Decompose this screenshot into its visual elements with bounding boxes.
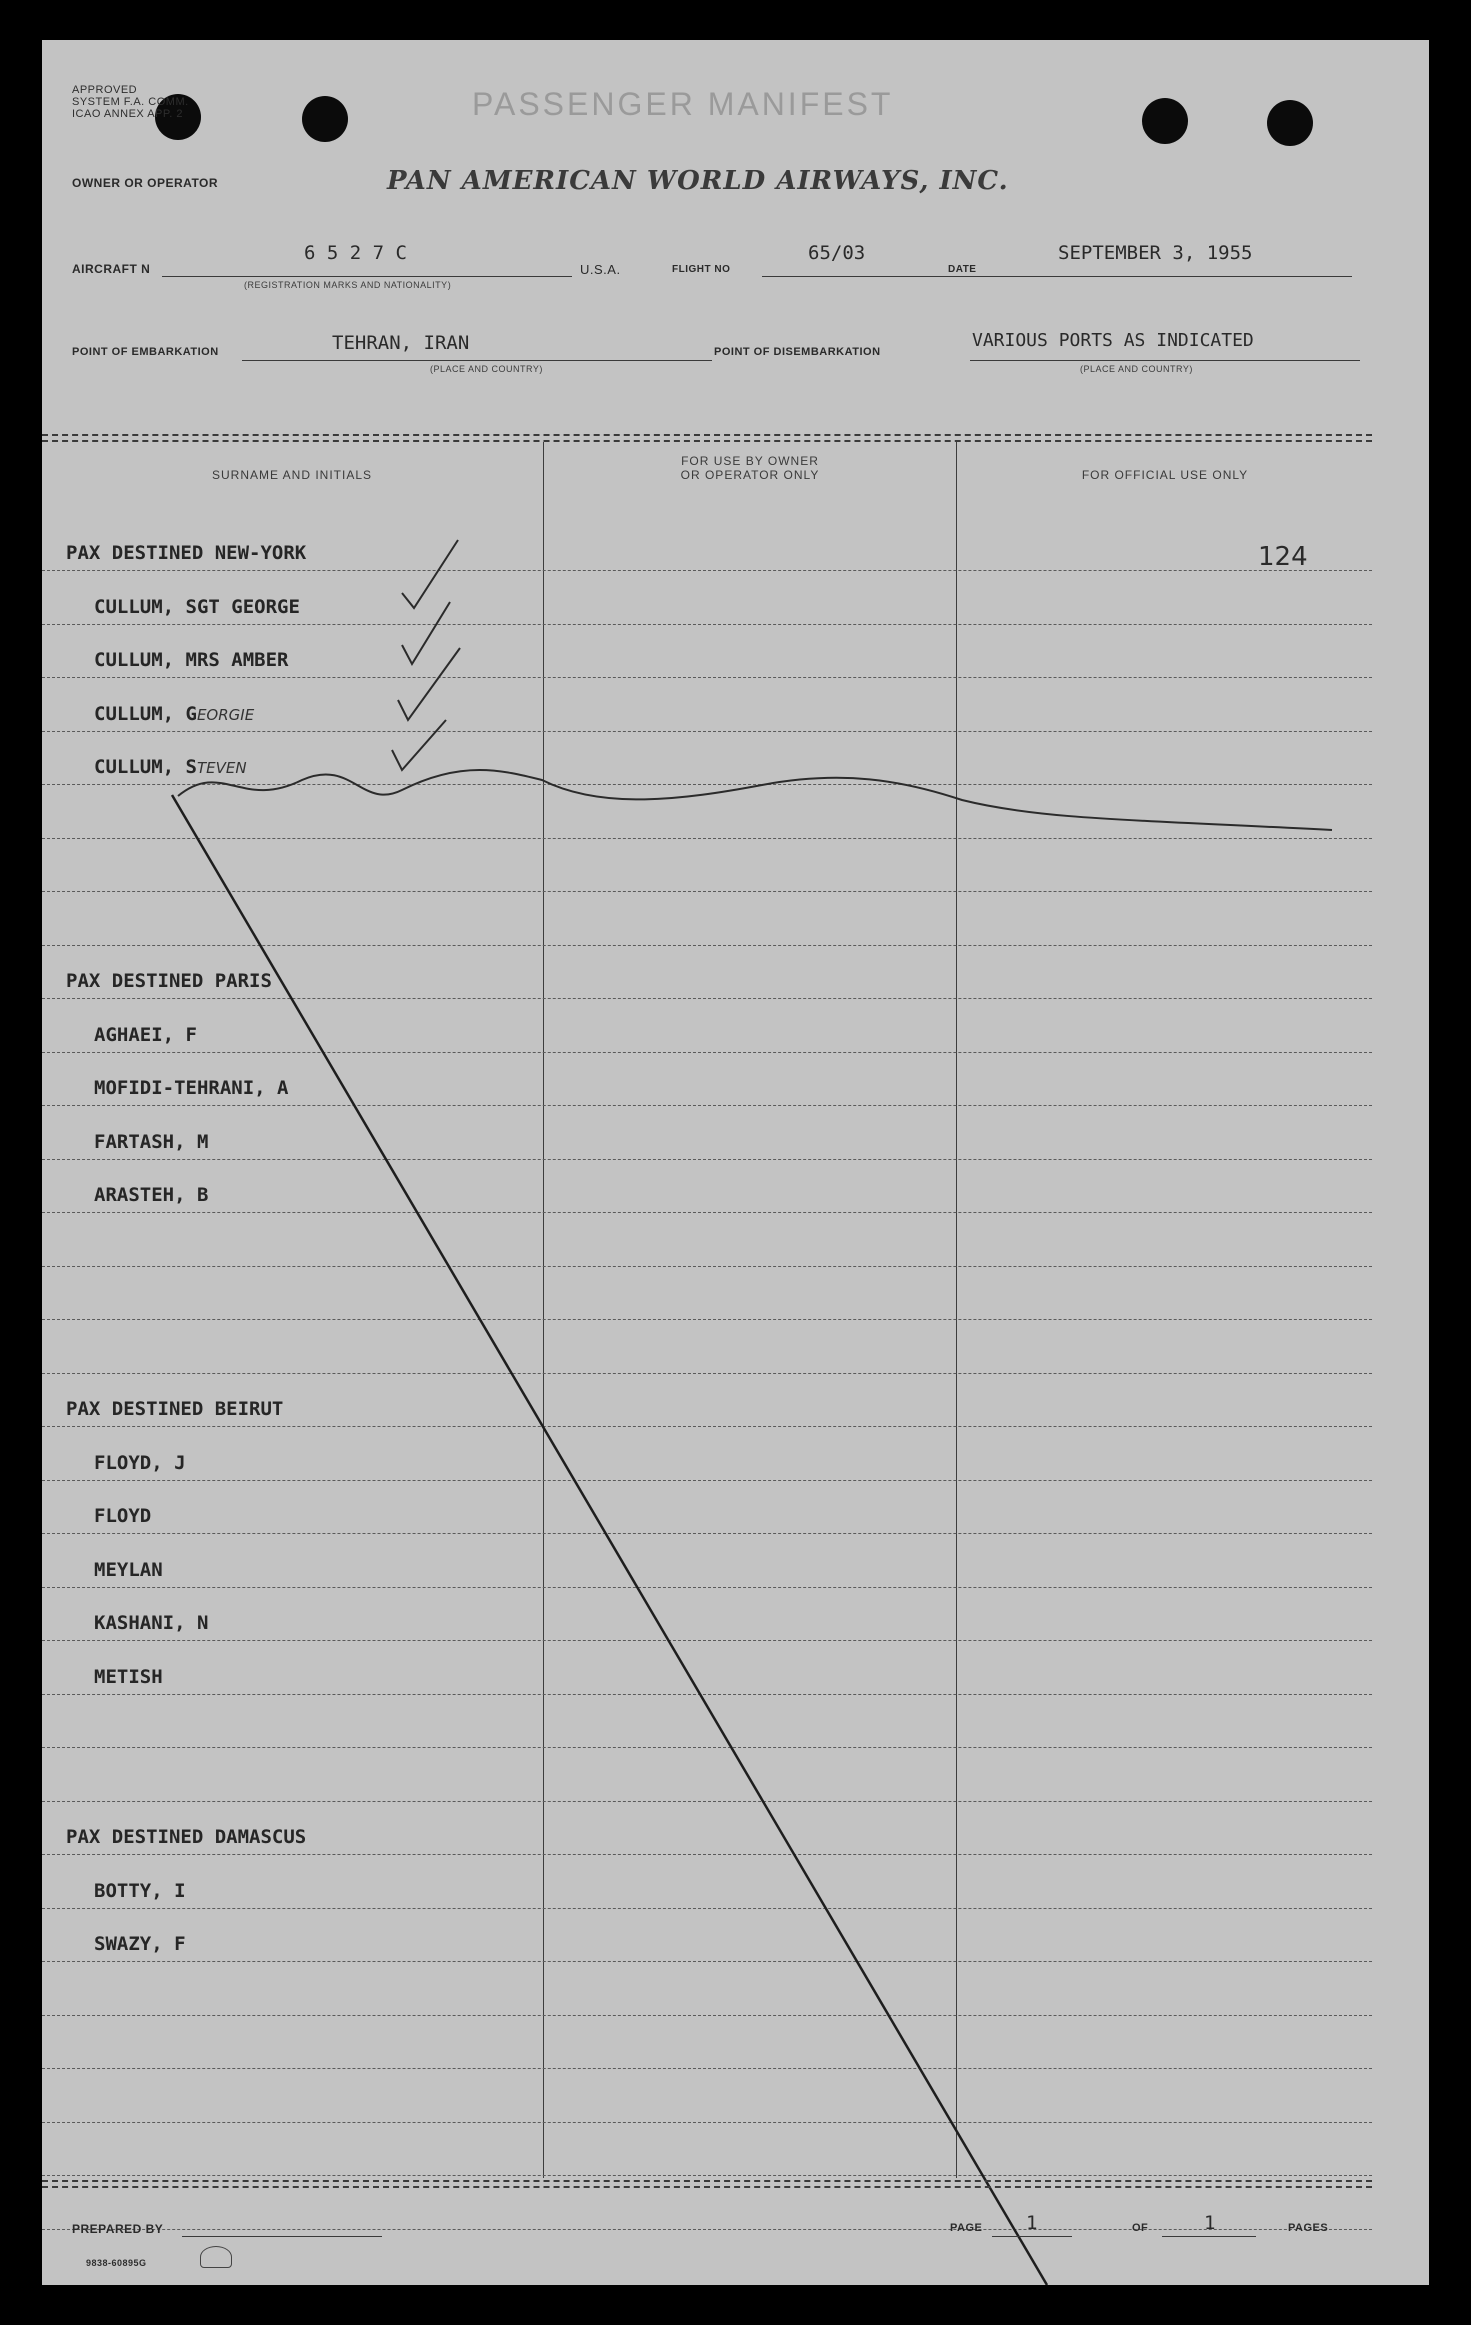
official-number: 124 xyxy=(1258,542,1308,572)
disembark-sub: (PLACE AND COUNTRY) xyxy=(1080,364,1193,374)
owner-label: OWNER OR OPERATOR xyxy=(72,176,219,190)
page-num-underline xyxy=(992,2236,1072,2237)
embark-value: TEHRAN, IRAN xyxy=(332,332,470,354)
embark-label: POINT OF EMBARKATION xyxy=(72,346,219,358)
manifest-row-text: FLOYD, J xyxy=(94,1451,186,1474)
pages-label: PAGES xyxy=(1288,2222,1329,2234)
form-title: PASSENGER MANIFEST xyxy=(472,86,894,122)
embark-sub: (PLACE AND COUNTRY) xyxy=(430,364,543,374)
col-head-owner-2: OR OPERATOR ONLY xyxy=(680,468,820,482)
manifest-row-text: CULLUM, MRS AMBER xyxy=(94,649,289,671)
union-label-icon xyxy=(200,2246,232,2268)
manifest-row-text: AGHAEI, F xyxy=(94,1023,197,1046)
manifest-row-text: CULLUM, SGT GEORGE xyxy=(94,595,300,618)
usa-label: U.S.A. xyxy=(580,262,621,277)
manifest-row-text: CULLUM, STEVEN xyxy=(94,756,247,778)
prepared-underline xyxy=(182,2236,382,2237)
manifest-row-text: SWAZY, F xyxy=(94,1933,186,1955)
manifest-row-text: PAX DESTINED PARIS xyxy=(66,970,272,992)
wavy-strike-line xyxy=(178,770,1332,830)
form-code: 9838-60895G xyxy=(86,2258,147,2268)
manifest-row-text: MOFIDI-TEHRANI, A xyxy=(94,1077,289,1099)
manifest-sheet xyxy=(42,40,1429,2285)
page-label: PAGE xyxy=(950,2222,983,2234)
of-label: OF xyxy=(1132,2222,1149,2234)
manifest-row-text: PAX DESTINED DAMASCUS xyxy=(66,1826,307,1848)
col-head-official: FOR OFFICIAL USE ONLY xyxy=(1081,468,1249,482)
diagonal-strike-line xyxy=(172,795,1047,2285)
aircraft-value: 6 5 2 7 C xyxy=(304,242,407,264)
manifest-row-text: PAX DESTINED NEW-YORK xyxy=(66,542,307,564)
page-total-underline xyxy=(1162,2236,1256,2237)
approved-line-3: ICAO ANNEX APP. 2 xyxy=(72,108,184,120)
handwritten-name: EORGIE xyxy=(196,705,255,724)
table-bottom-rule-2 xyxy=(42,2186,1372,2188)
check-mark-1 xyxy=(402,540,458,608)
table-bottom-rule-1 xyxy=(42,2180,1372,2182)
page-total: 1 xyxy=(1204,2212,1216,2234)
approved-line-2: SYSTEM F.A. COMM. xyxy=(72,96,189,108)
col-head-surname: SURNAME AND INITIALS xyxy=(211,468,373,482)
date-value: SEPTEMBER 3, 1955 xyxy=(1058,242,1253,264)
disembark-value: VARIOUS PORTS AS INDICATED xyxy=(972,330,1254,351)
aircraft-label: AIRCRAFT N xyxy=(72,262,151,276)
date-label: DATE xyxy=(948,264,977,275)
manifest-row-text: MEYLAN xyxy=(94,1558,163,1581)
aircraft-sub: (REGISTRATION MARKS AND NATIONALITY) xyxy=(244,280,452,290)
check-marks xyxy=(42,40,1429,2285)
handwritten-name: TEVEN xyxy=(196,759,247,777)
manifest-row-text: BOTTY, I xyxy=(94,1879,186,1902)
flight-label: FLIGHT NO xyxy=(672,264,731,275)
prepared-label: PREPARED BY xyxy=(72,2222,164,2236)
manifest-row-text: FLOYD xyxy=(94,1505,152,1527)
check-mark-4 xyxy=(392,720,446,770)
check-mark-3 xyxy=(398,648,460,720)
operator-name: PAN AMERICAN WORLD AIRWAYS, INC. xyxy=(387,166,1009,196)
page-num: 1 xyxy=(1026,2212,1038,2234)
disembark-label: POINT OF DISEMBARKATION xyxy=(714,346,881,358)
manifest-row-text: CULLUM, GEORGIE xyxy=(94,702,255,725)
manifest-row-text: KASHANI, N xyxy=(94,1612,209,1634)
approved-line-1: APPROVED xyxy=(72,84,138,96)
col-head-owner-1: FOR USE BY OWNER xyxy=(681,454,819,468)
flight-value: 65/03 xyxy=(808,242,866,264)
manifest-row-text: ARASTEH, B xyxy=(94,1184,209,1206)
manifest-row-text: PAX DESTINED BEIRUT xyxy=(66,1398,284,1420)
manifest-row-text: FARTASH, M xyxy=(94,1130,209,1153)
manifest-row-text: METISH xyxy=(94,1665,163,1688)
check-mark-2 xyxy=(402,602,450,664)
